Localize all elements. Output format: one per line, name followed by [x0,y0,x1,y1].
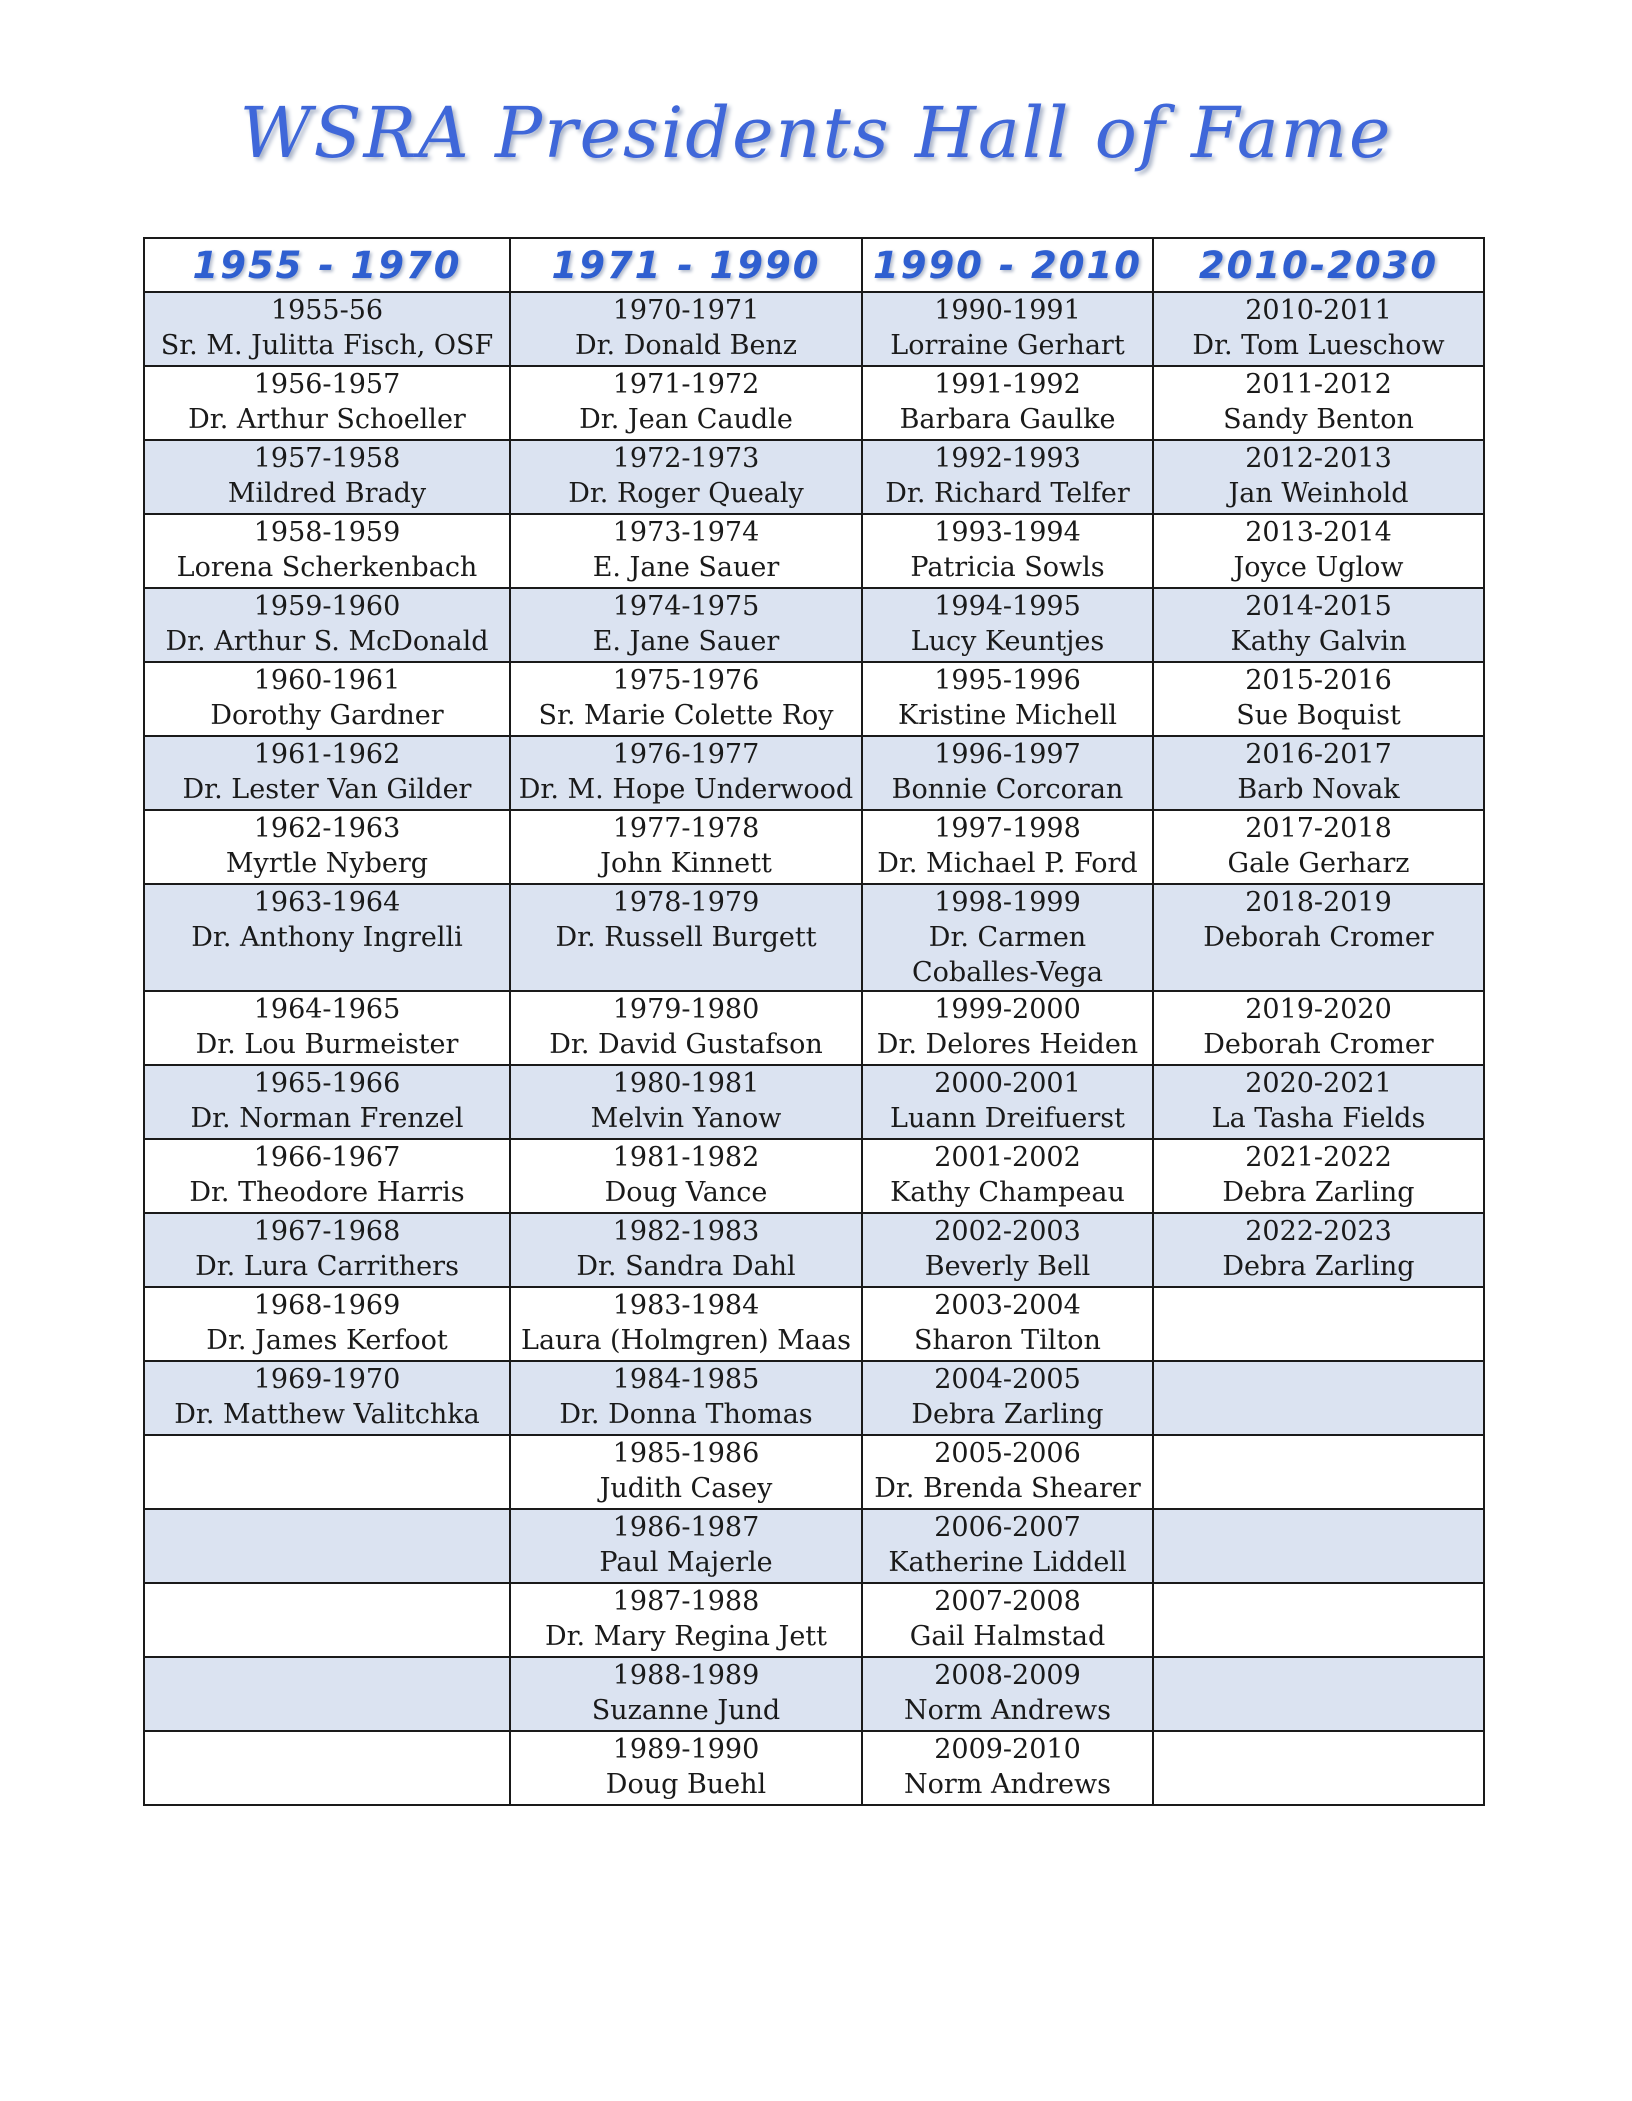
table-row [144,662,1484,736]
table-cell [144,1509,510,1583]
president-name: Debra Zarling [1222,1177,1415,1208]
president-name: Sue Boquist [1236,700,1401,731]
table-cell [862,736,1153,810]
table-row [144,1361,1484,1435]
term-years: 2000-2001 [934,1068,1081,1099]
term-years: 2017-2018 [1245,813,1392,844]
table-row [144,514,1484,588]
table-cell [510,884,862,991]
term-years: 2014-2015 [1245,591,1392,622]
table-row [144,1065,1484,1139]
president-name: Dr. Carmen [928,922,1087,953]
term-years: 1991-1992 [934,369,1081,400]
president-name: E. Jane Sauer [592,626,780,657]
table-header-row [144,238,1484,292]
table-cell [862,1139,1153,1213]
term-years: 2018-2019 [1245,887,1392,918]
table-cell [862,1213,1153,1287]
table-cell [1153,1287,1484,1361]
term-years: 2012-2013 [1245,443,1392,474]
table-cell [1153,440,1484,514]
president-name: Barb Novak [1237,774,1400,805]
president-name: Dr. Theodore Harris [189,1177,465,1208]
president-name: Lorena Scherkenbach [176,552,478,583]
term-years: 1986-1987 [612,1512,760,1543]
table-cell [510,1657,862,1731]
president-name: Bonnie Corcoran [891,774,1124,805]
column-header-1990-2010: 1990 - 2010 [862,238,1153,292]
term-years: 1997-1998 [934,813,1081,844]
table-cell [1153,1435,1484,1509]
table-body [144,292,1484,1805]
president-name: Myrtle Nyberg [225,848,429,879]
president-name: Luann Dreifuerst [890,1103,1125,1134]
table-cell [144,440,510,514]
term-years: 1960-1961 [253,665,401,696]
president-name: Dr. Norman Frenzel [190,1103,464,1134]
president-name: Paul Majerle [599,1547,773,1578]
table-row [144,1583,1484,1657]
president-name: Lucy Keuntjes [910,626,1105,657]
table-cell [1153,1731,1484,1805]
table-cell [1153,1065,1484,1139]
president-name: Deborah Cromer [1203,922,1434,953]
table-cell [144,1731,510,1805]
term-years: 2015-2016 [1245,665,1392,696]
table-cell [510,1287,862,1361]
term-years: 1958-1959 [253,517,401,548]
president-name: Gail Halmstad [909,1621,1106,1652]
table-row [144,1287,1484,1361]
table-cell [510,991,862,1065]
president-name: Doug Vance [604,1177,768,1208]
president-name: Norm Andrews [904,1695,1111,1726]
term-years: 1998-1999 [934,887,1081,918]
table-cell [144,1139,510,1213]
term-years: 1972-1973 [612,443,760,474]
table-cell [510,1435,862,1509]
table-cell [144,366,510,440]
table-cell [510,810,862,884]
president-name: Gale Gerharz [1227,848,1410,879]
table-cell [510,736,862,810]
president-name: Dr. Lester Van Gilder [182,774,472,805]
president-name: Jan Weinhold [1228,478,1409,509]
president-name: Kristine Michell [897,700,1118,731]
term-years: 1959-1960 [253,591,401,622]
term-years: 1990-1991 [934,295,1081,326]
president-name: Norm Andrews [904,1769,1111,1800]
president-name: Suzanne Jund [591,1695,781,1726]
president-name: Dr. James Kerfoot [206,1325,448,1356]
term-years: 1967-1968 [253,1216,401,1247]
table-cell [862,292,1153,366]
table-cell [862,1731,1153,1805]
term-years: 1992-1993 [934,443,1081,474]
president-name: Dr. Lou Burmeister [195,1029,459,1060]
president-name: Dr. Richard Telfer [885,478,1130,509]
term-years: 1955-56 [270,295,384,326]
table-row [144,1509,1484,1583]
table-cell [510,514,862,588]
table-cell [862,1509,1153,1583]
president-name: Lorraine Gerhart [890,330,1125,361]
president-name: John Kinnett [600,848,772,879]
page-title: WSRA Presidents Hall of Fame [239,92,1393,174]
table-cell [862,1287,1153,1361]
term-years: 1980-1981 [612,1068,760,1099]
term-years: 1984-1985 [612,1364,760,1395]
term-years: 2011-2012 [1245,369,1392,400]
president-name: Joyce Uglow [1233,552,1404,583]
table-cell [144,1213,510,1287]
president-name: Sr. M. Julitta Fisch, OSF [160,330,494,361]
term-years: 1983-1984 [612,1290,760,1321]
term-years: 1974-1975 [612,591,760,622]
table-cell [862,1361,1153,1435]
president-name: Doug Buehl [605,1769,767,1800]
president-name: E. Jane Sauer [592,552,780,583]
term-years: 1973-1974 [612,517,760,548]
president-name: Dr. Tom Lueschow [1192,330,1445,361]
table-row [144,1435,1484,1509]
table-cell [862,810,1153,884]
table-cell [144,662,510,736]
term-years: 2001-2002 [934,1142,1081,1173]
president-name: Dr. Delores Heiden [876,1029,1139,1060]
term-years: 1982-1983 [612,1216,760,1247]
term-years: 2003-2004 [934,1290,1081,1321]
table-cell [510,1065,862,1139]
table-row [144,588,1484,662]
table-cell [144,991,510,1065]
table-cell [144,884,510,991]
table-row [144,991,1484,1065]
table-row [144,1731,1484,1805]
table-cell [862,662,1153,736]
president-name: Kathy Galvin [1230,626,1407,657]
table-cell [1153,991,1484,1065]
term-years: 2021-2022 [1245,1142,1392,1173]
table-cell [862,1065,1153,1139]
president-name: Kathy Champeau [890,1177,1125,1208]
table-row [144,440,1484,514]
table-cell [510,662,862,736]
table-row [144,1213,1484,1287]
table-cell [1153,292,1484,366]
president-name: Dr. Matthew Valitchka [174,1399,480,1430]
table-cell [510,1731,862,1805]
president-name: Dr. Arthur Schoeller [188,404,466,435]
term-years: 2010-2011 [1245,295,1392,326]
table-cell [862,884,1153,991]
table-cell [862,991,1153,1065]
table-cell [1153,1139,1484,1213]
table-cell [144,588,510,662]
table-row [144,292,1484,366]
term-years: 1966-1967 [253,1142,401,1173]
table-cell [144,736,510,810]
president-name: Deborah Cromer [1203,1029,1434,1060]
president-name: Dr. Michael P. Ford [877,848,1138,879]
president-name: La Tasha Fields [1211,1103,1426,1134]
table-cell [1153,810,1484,884]
table-cell [144,810,510,884]
table-cell [862,1435,1153,1509]
term-years: 2002-2003 [934,1216,1081,1247]
term-years: 1956-1957 [253,369,401,400]
table-row [144,884,1484,991]
term-years: 2005-2006 [934,1438,1081,1469]
table-row [144,810,1484,884]
table-cell [144,1583,510,1657]
table-cell [144,292,510,366]
table-cell [1153,736,1484,810]
term-years: 1981-1982 [612,1142,760,1173]
table-cell [1153,1657,1484,1731]
president-name: Debra Zarling [1222,1251,1415,1282]
table-cell [144,1657,510,1731]
term-years: 2004-2005 [934,1364,1081,1395]
table-row [144,1139,1484,1213]
table-cell [862,514,1153,588]
term-years: 1979-1980 [612,994,760,1025]
term-years: 1976-1977 [612,739,760,770]
table-cell [144,1287,510,1361]
term-years: 1989-1990 [612,1734,760,1765]
term-years: 1962-1963 [253,813,401,844]
table-cell [144,1065,510,1139]
term-years: 2013-2014 [1245,517,1392,548]
term-years: 2016-2017 [1245,739,1392,770]
table-cell [510,588,862,662]
president-name: Dr. Donna Thomas [559,1399,813,1430]
table-cell [1153,1361,1484,1435]
table-cell [1153,884,1484,991]
president-name: Katherine Liddell [888,1547,1127,1578]
table-cell [862,440,1153,514]
term-years: 1977-1978 [612,813,760,844]
column-header-1955-1970: 1955 - 1970 [144,238,510,292]
term-years: 1999-2000 [934,994,1081,1025]
table-cell [1153,588,1484,662]
term-years: 2006-2007 [934,1512,1081,1543]
term-years: 1971-1972 [612,369,760,400]
table-cell [510,1361,862,1435]
president-name: Dr. Arthur S. McDonald [165,626,489,657]
president-name: Beverly Bell [924,1251,1091,1282]
president-name: Barbara Gaulke [899,404,1116,435]
term-years: 1961-1962 [253,739,401,770]
term-years: 1988-1989 [612,1660,760,1691]
term-years: 1963-1964 [253,887,401,918]
term-years: 1995-1996 [934,665,1081,696]
term-years: 1968-1969 [253,1290,401,1321]
president-name: Sharon Tilton [914,1325,1101,1356]
term-years: 1985-1986 [612,1438,760,1469]
table-cell [1153,1213,1484,1287]
table-cell [862,1583,1153,1657]
president-name: Dr. M. Hope Underwood [518,774,854,805]
term-years: 2022-2023 [1245,1216,1392,1247]
president-name: Melvin Yanow [590,1103,782,1134]
president-name: Sr. Marie Colette Roy [538,700,834,731]
president-name: Judith Casey [599,1473,773,1504]
table-cell [1153,366,1484,440]
column-header-1971-1990: 1971 - 1990 [510,238,862,292]
president-name: Dr. Sandra Dahl [576,1251,796,1282]
term-years: 2009-2010 [934,1734,1081,1765]
term-years: 1978-1979 [612,887,760,918]
president-name: Dr. Anthony Ingrelli [191,922,463,953]
table-row [144,366,1484,440]
president-name: Dr. Mary Regina Jett [544,1621,828,1652]
president-name: Dorothy Gardner [210,700,444,731]
table-cell [1153,514,1484,588]
term-years: 2008-2009 [934,1660,1081,1691]
president-name: Laura (Holmgren) Maas [521,1325,851,1356]
president-name: Debra Zarling [911,1399,1104,1430]
president-name: Dr. Russell Burgett [555,922,817,953]
term-years: 1996-1997 [934,739,1081,770]
president-name: Dr. Donald Benz [574,330,798,361]
president-name: Mildred Brady [227,478,427,509]
table-cell [1153,662,1484,736]
table-cell [510,1139,862,1213]
table-cell [862,366,1153,440]
table-cell [1153,1583,1484,1657]
term-years: 2019-2020 [1245,994,1392,1025]
table-cell [510,1213,862,1287]
table-cell [510,1583,862,1657]
president-name: Coballes-Vega [912,957,1103,988]
term-years: 1957-1958 [253,443,401,474]
president-name: Sandy Benton [1223,404,1414,435]
president-name: Dr. Jean Caudle [579,404,793,435]
table-row [144,1657,1484,1731]
table-cell [510,366,862,440]
table-cell [144,514,510,588]
table-cell [862,588,1153,662]
president-name: Dr. Roger Quealy [568,478,804,509]
table-cell [510,440,862,514]
table-cell [144,1361,510,1435]
table-cell [144,1435,510,1509]
term-years: 1993-1994 [934,517,1081,548]
column-header-2010-2030: 2010-2030 [1153,238,1484,292]
president-name: Dr. Lura Carrithers [195,1251,459,1282]
hall-of-fame-table [143,237,1485,1806]
president-name: Dr. David Gustafson [549,1029,823,1060]
table-cell [1153,1509,1484,1583]
table-cell [862,1657,1153,1731]
term-years: 2007-2008 [934,1586,1081,1617]
table-cell [510,292,862,366]
table-row [144,736,1484,810]
term-years: 1970-1971 [612,295,760,326]
term-years: 1965-1966 [253,1068,401,1099]
term-years: 1969-1970 [253,1364,401,1395]
president-name: Patricia Sowls [910,552,1105,583]
table-cell [510,1509,862,1583]
term-years: 1964-1965 [253,994,401,1025]
term-years: 1987-1988 [612,1586,760,1617]
term-years: 1994-1995 [934,591,1081,622]
term-years: 1975-1976 [612,665,760,696]
president-name: Dr. Brenda Shearer [874,1473,1141,1504]
term-years: 2020-2021 [1245,1068,1392,1099]
